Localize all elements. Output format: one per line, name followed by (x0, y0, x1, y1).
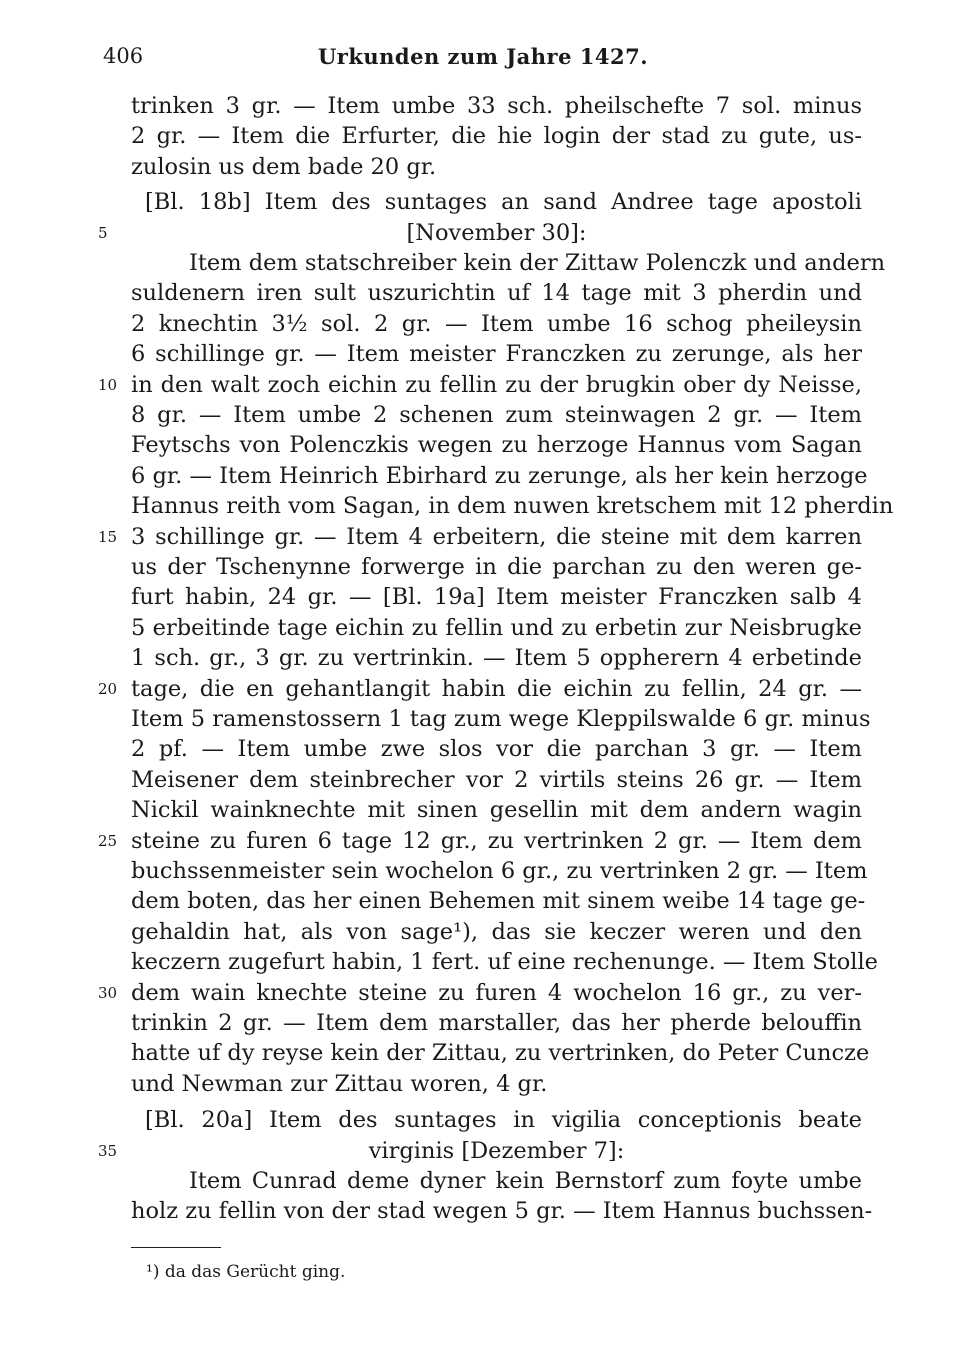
text-line: 6 gr. — Item Heinrich Ebirhard zu zerunge, als her kein herzoge (131, 463, 868, 489)
text-line: 8 gr. — Item umbe 2 schenen zum steinwagen 2 gr. — Item (131, 402, 862, 428)
text-line: steine zu furen 6 tage 12 gr., zu vertrinken 2 gr. — Item dem (131, 828, 862, 854)
page-number: 406 (103, 44, 144, 68)
text-line: 1 sch. gr., 3 gr. zu vertrinkin. — Item 5 oppherern 4 erbetinde (131, 645, 862, 671)
line-number: 20 (98, 680, 118, 698)
text-line: holz zu fellin von der stad wegen 5 gr. — Item Hannus buchssen- (131, 1198, 873, 1224)
text-line: zulosin us dem bade 20 gr. (131, 154, 437, 180)
text-line: 6 schillinge gr. — Item meister Franczken zu zerunge, als her (131, 341, 862, 367)
text-line: [Bl. 18b] Item des suntages an sand Andree tage apostoli (145, 189, 862, 215)
line-number: 25 (98, 832, 118, 850)
text-line: in den walt zoch eichin zu fellin zu der brugkin ober dy Neisse, (131, 372, 862, 398)
text-line: trinken 3 gr. — Item umbe 33 sch. pheilschefte 7 sol. minus (131, 93, 862, 119)
text-line: keczern zugefurt habin, 1 fert. uf eine rechenunge. — Item Stolle (131, 949, 878, 975)
text-line: tage, die en gehantlangit habin die eichin zu fellin, 24 gr. — (131, 676, 862, 702)
text-line: [November 30]: (406, 220, 587, 246)
line-number: 35 (98, 1142, 118, 1160)
text-line: [Bl. 20a] Item des suntages in vigilia conceptionis beate (145, 1107, 862, 1133)
text-line: gehaldin hat, als von sage¹), das sie keczer weren und den (131, 919, 862, 945)
running-head: Urkunden zum Jahre 1427. (317, 44, 649, 69)
text-line: 2 knechtin 3½ sol. 2 gr. — Item umbe 16 schog pheileysin (131, 311, 862, 337)
text-line: 2 pf. — Item umbe zwe slos vor die parchan 3 gr. — Item (131, 736, 862, 762)
text-line: Item Cunrad deme dyner kein Bernstorf zum foyte umbe (189, 1168, 862, 1194)
text-line: hatte uf dy reyse kein der Zittau, zu vertrinken, do Peter Cuncze (131, 1040, 870, 1066)
text-line: dem wain knechte steine zu furen 4 wochelon 16 gr., zu ver- (131, 980, 862, 1006)
text-line: 5 erbeitinde tage eichin zu fellin und zu erbetin zur Neisbrugke (131, 615, 862, 641)
text-line: trinkin 2 gr. — Item dem marstaller, das her pherde belouffin (131, 1010, 862, 1036)
footnote: ¹) da das Gerücht ging. (146, 1262, 346, 1282)
text-line: buchssenmeister sein wochelon 6 gr., zu vertrinken 2 gr. — Item (131, 858, 868, 884)
text-line: 3 schillinge gr. — Item 4 erbeitern, die steine mit dem karren (131, 524, 862, 550)
line-number: 5 (98, 224, 108, 242)
text-line: suldenern iren sult uszurichtin uf 14 tage mit 3 pherdin und (131, 280, 862, 306)
text-line: Feytschs von Polenczkis wegen zu herzoge Hannus vom Sagan (131, 432, 862, 458)
text-line: 2 gr. — Item die Erfurter, die hie login der stad zu gute, us- (131, 123, 862, 149)
line-number: 30 (98, 984, 118, 1002)
text-line: us der Tschenynne forwerge in die parchan zu den weren ge- (131, 554, 862, 580)
line-number: 15 (98, 528, 118, 546)
text-line: virginis [Dezember 7]: (368, 1138, 625, 1164)
line-number: 10 (98, 376, 118, 394)
text-line: Nickil wainknechte mit sinen gesellin mit dem andern wagin (131, 797, 862, 823)
text-line: und Newman zur Zittau woren, 4 gr. (131, 1071, 548, 1097)
text-line: dem boten, das her einen Behemen mit sinem weibe 14 tage ge- (131, 888, 866, 914)
text-line: Hannus reith vom Sagan, in dem nuwen kretschem mit 12 pherdin (131, 493, 894, 519)
text-line: Item 5 ramenstossern 1 tag zum wege Kleppilswalde 6 gr. minus (131, 706, 871, 732)
footnote-rule (131, 1247, 221, 1248)
page-header (103, 44, 863, 74)
text-line: Meisener dem steinbrecher vor 2 virtils steins 26 gr. — Item (131, 767, 862, 793)
text-line: Item dem statschreiber kein der Zittaw Polenczk und andern (189, 250, 886, 276)
text-line: furt habin, 24 gr. — [Bl. 19a] Item meister Franczken salb 4 (131, 584, 862, 610)
